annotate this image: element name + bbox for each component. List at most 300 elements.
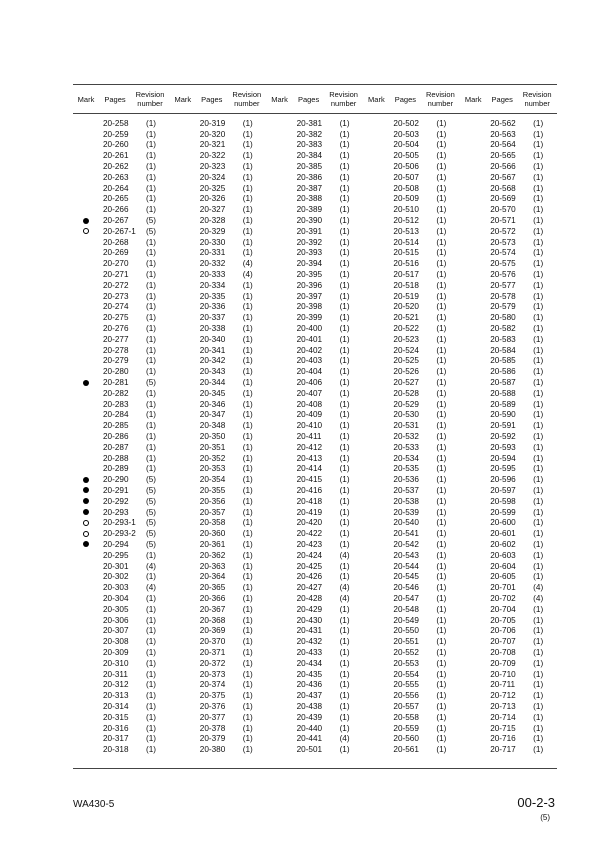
page-cell: 20-369 <box>199 626 226 636</box>
table-row <box>170 356 267 367</box>
page-cell: 20-353 <box>199 464 226 474</box>
table-row <box>267 334 364 345</box>
revision-cell: (1) <box>242 518 253 528</box>
revision-cell: (1) <box>436 572 447 582</box>
table-row <box>267 258 364 269</box>
table-row <box>460 248 557 259</box>
page-cell: 20-418 <box>296 496 323 506</box>
page-cell: 20-279 <box>103 356 129 366</box>
page-cell: 20-549 <box>393 615 419 625</box>
page-cell: 20-289 <box>103 464 129 474</box>
revision-cell: (1) <box>339 464 350 474</box>
revision-cell: (1) <box>242 151 253 161</box>
table-row <box>460 345 557 356</box>
table-row <box>460 323 557 334</box>
revision-cell: (1) <box>339 518 350 528</box>
page-cell: 20-704 <box>490 604 516 614</box>
page-cell: 20-505 <box>393 151 419 161</box>
revision-cell: (1) <box>145 367 156 377</box>
page-cell: 20-712 <box>490 691 516 701</box>
page-cell: 20-437 <box>296 691 323 701</box>
table-row <box>460 701 557 712</box>
table-row <box>170 194 267 205</box>
revision-cell: (1) <box>533 410 544 420</box>
page-cell: 20-554 <box>393 669 419 679</box>
header-pages: Pages <box>201 94 223 104</box>
table-row <box>170 485 267 496</box>
page-cell: 20-324 <box>199 172 226 182</box>
page-cell: 20-416 <box>296 485 323 495</box>
revision-cell: (1) <box>533 464 544 474</box>
table-row <box>73 291 170 302</box>
table-row <box>170 690 267 701</box>
table-row <box>363 258 460 269</box>
page-cell: 20-347 <box>199 410 226 420</box>
revision-cell: (1) <box>145 442 156 452</box>
revision-cell: (1) <box>242 216 253 226</box>
table-row <box>73 723 170 734</box>
page-cell: 20-280 <box>103 367 129 377</box>
page-cell: 20-348 <box>199 421 226 431</box>
table-row <box>267 712 364 723</box>
revision-cell: (5) <box>145 518 156 528</box>
revision-cell: (1) <box>145 691 156 701</box>
page-cell: 20-575 <box>490 259 516 269</box>
page-cell: 20-502 <box>393 118 419 128</box>
page-cell: 20-530 <box>393 410 419 420</box>
revision-cell: (1) <box>339 226 350 236</box>
page-cell: 20-268 <box>103 237 129 247</box>
revision-cell: (4) <box>339 593 350 603</box>
revision-cell: (1) <box>145 432 156 441</box>
table-row <box>267 474 364 485</box>
page-cell: 20-585 <box>490 356 516 366</box>
table-row <box>267 723 364 734</box>
page-cell: 20-410 <box>296 421 323 431</box>
revision-cell: (5) <box>145 529 156 539</box>
header-mark: Mark <box>368 94 385 104</box>
revision-cell: (1) <box>436 712 447 722</box>
header-group <box>170 86 267 112</box>
table-row <box>363 269 460 280</box>
revision-cell: (5) <box>145 378 156 388</box>
table-row <box>460 658 557 669</box>
revision-cell: (1) <box>339 529 350 539</box>
revision-cell: (1) <box>533 485 544 495</box>
table-row <box>363 669 460 680</box>
table-row <box>73 161 170 172</box>
page-cell: 20-379 <box>199 734 226 744</box>
table-row <box>267 647 364 658</box>
table-row <box>73 129 170 140</box>
page-cell: 20-319 <box>199 118 226 128</box>
revision-cell: (1) <box>533 421 544 431</box>
page-cell: 20-322 <box>199 151 226 161</box>
table-row <box>170 118 267 129</box>
table-row <box>73 701 170 712</box>
page-cell: 20-535 <box>393 464 419 474</box>
revision-cell: (1) <box>242 464 253 474</box>
revision-cell: (1) <box>339 151 350 161</box>
mark-cell <box>73 531 99 537</box>
revision-cell: (1) <box>145 259 156 269</box>
page-cell: 20-714 <box>490 712 516 722</box>
revision-cell: (1) <box>242 572 253 582</box>
page-cell: 20-267-1 <box>103 226 136 236</box>
page-cell: 20-343 <box>199 367 226 377</box>
table-row <box>267 204 364 215</box>
revision-cell: (1) <box>145 388 156 398</box>
table-row <box>73 269 170 280</box>
table-row <box>267 183 364 194</box>
page-cell: 20-266 <box>103 205 129 215</box>
revision-cell: (1) <box>145 669 156 679</box>
revision-cell: (1) <box>436 421 447 431</box>
page-cell: 20-291 <box>103 485 129 495</box>
revision-cell: (1) <box>533 647 544 657</box>
table-row <box>170 140 267 151</box>
page-cell: 20-378 <box>199 723 226 733</box>
page-cell: 20-596 <box>490 475 516 485</box>
revision-cell: (1) <box>339 691 350 701</box>
page-cell: 20-528 <box>393 388 419 398</box>
page-cell: 20-411 <box>296 432 322 441</box>
revision-cell: (1) <box>533 529 544 539</box>
page-cell: 20-360 <box>199 529 226 539</box>
revision-cell: (1) <box>533 723 544 733</box>
page-cell: 20-404 <box>296 367 323 377</box>
table-row <box>460 269 557 280</box>
table-row <box>170 431 267 442</box>
page-cell: 20-288 <box>103 453 129 463</box>
table-row <box>267 194 364 205</box>
page-cell: 20-325 <box>199 183 226 193</box>
page-cell: 20-346 <box>199 399 226 409</box>
header-mark: Mark <box>77 94 95 104</box>
revision-cell: (1) <box>339 194 350 204</box>
page-cell: 20-354 <box>199 475 226 485</box>
page-cell: 20-292 <box>103 496 129 506</box>
revision-cell: (1) <box>242 529 253 539</box>
page-cell: 20-274 <box>103 302 129 312</box>
table-row <box>363 215 460 226</box>
revision-cell: (1) <box>436 183 447 193</box>
revision-cell: (1) <box>242 205 253 215</box>
revision-cell: (1) <box>436 172 447 182</box>
page-cell: 20-312 <box>103 680 129 690</box>
page-cell: 20-309 <box>103 647 129 657</box>
page-cell: 20-521 <box>393 313 419 323</box>
page-cell: 20-582 <box>490 324 516 334</box>
header-pages: Pages <box>297 94 320 104</box>
revision-cell: (1) <box>533 140 544 150</box>
revision-cell: (1) <box>436 626 447 636</box>
revision-cell: (1) <box>242 680 253 690</box>
table-row <box>460 550 557 561</box>
revision-cell: (1) <box>533 658 544 668</box>
table-row <box>460 517 557 528</box>
mark-cell <box>73 541 99 547</box>
revision-cell: (1) <box>242 453 253 463</box>
table-row <box>363 377 460 388</box>
page-cell: 20-510 <box>393 205 419 215</box>
revision-cell: (1) <box>242 324 253 334</box>
table-row <box>363 431 460 442</box>
table-row <box>363 593 460 604</box>
page-cell: 20-383 <box>296 140 323 150</box>
filled-circle-icon <box>83 218 89 224</box>
table-row <box>170 388 267 399</box>
revision-cell: (1) <box>339 183 350 193</box>
revision-cell: (1) <box>436 313 447 323</box>
page-cell: 20-396 <box>296 280 323 290</box>
page-cell: 20-414 <box>296 464 323 474</box>
revision-cell: (1) <box>436 745 447 755</box>
page-cell: 20-381 <box>296 118 323 128</box>
table-row <box>267 615 364 626</box>
table-row <box>170 615 267 626</box>
page-cell: 20-304 <box>103 593 129 603</box>
page-cell: 20-604 <box>490 561 516 571</box>
table-row <box>73 550 170 561</box>
revision-cell: (1) <box>339 280 350 290</box>
table-row <box>170 701 267 712</box>
page-cell: 20-710 <box>490 669 516 679</box>
page-cell: 20-294 <box>103 539 129 549</box>
table-row <box>170 517 267 528</box>
page-cell: 20-406 <box>296 378 323 388</box>
revision-cell: (1) <box>533 680 544 690</box>
page-cell: 20-364 <box>199 572 226 582</box>
revision-cell: (1) <box>145 205 156 215</box>
page-cell: 20-350 <box>199 432 226 441</box>
table-row <box>460 593 557 604</box>
table-row <box>460 496 557 507</box>
revision-cell: (1) <box>339 572 350 582</box>
page-cell: 20-355 <box>199 485 226 495</box>
table-row <box>170 604 267 615</box>
table-row <box>267 625 364 636</box>
page-cell: 20-586 <box>490 367 516 377</box>
revision-cell: (1) <box>533 129 544 139</box>
page-cell: 20-363 <box>199 561 226 571</box>
revision-cell: (1) <box>242 734 253 744</box>
table-row <box>170 712 267 723</box>
table-row <box>170 647 267 658</box>
page-cell: 20-430 <box>296 615 323 625</box>
page-cell: 20-433 <box>296 647 323 657</box>
table-row <box>363 744 460 755</box>
revision-cell: (1) <box>339 140 350 150</box>
page-cell: 20-536 <box>393 475 419 485</box>
page-cell: 20-313 <box>103 691 129 701</box>
page-cell: 20-578 <box>490 291 516 301</box>
table-row <box>460 226 557 237</box>
revision-cell: (1) <box>533 475 544 485</box>
table-row <box>460 442 557 453</box>
table-row <box>363 129 460 140</box>
table-row <box>363 280 460 291</box>
revision-cell: (4) <box>242 270 253 280</box>
page-cell: 20-275 <box>103 313 129 323</box>
open-circle-icon <box>83 520 89 526</box>
page-cell: 20-547 <box>393 593 419 603</box>
page-cell: 20-368 <box>199 615 226 625</box>
page-cell: 20-422 <box>296 529 323 539</box>
table-row <box>73 582 170 593</box>
table-row <box>73 615 170 626</box>
revision-cell: (1) <box>436 464 447 474</box>
table-header-row <box>73 86 557 112</box>
table-row <box>460 302 557 313</box>
revision-cell: (1) <box>339 129 350 139</box>
revision-cell: (1) <box>339 291 350 301</box>
revision-cell: (4) <box>145 583 156 593</box>
table-row <box>73 302 170 313</box>
table-row <box>363 410 460 421</box>
table-row <box>267 658 364 669</box>
table-row <box>267 496 364 507</box>
page-cell: 20-329 <box>199 226 226 236</box>
page-cell: 20-258 <box>103 118 129 128</box>
revision-cell: (1) <box>533 194 544 204</box>
page-cell: 20-605 <box>490 572 516 582</box>
page-cell: 20-284 <box>103 410 129 420</box>
revision-cell: (1) <box>242 421 253 431</box>
revision-cell: (1) <box>145 399 156 409</box>
page-cell: 20-330 <box>199 237 226 247</box>
revision-cell: (1) <box>339 658 350 668</box>
page-cell: 20-560 <box>393 734 419 744</box>
table-row <box>267 291 364 302</box>
page-cell: 20-341 <box>199 345 226 355</box>
revision-cell: (1) <box>339 399 350 409</box>
page-cell: 20-365 <box>199 583 226 593</box>
revision-cell: (1) <box>339 539 350 549</box>
page-cell: 20-376 <box>199 701 226 711</box>
revision-cell: (1) <box>533 550 544 560</box>
page-cell: 20-320 <box>199 129 226 139</box>
table-row <box>267 517 364 528</box>
table-row <box>170 258 267 269</box>
revision-cell: (1) <box>436 669 447 679</box>
table-row <box>363 496 460 507</box>
page-cell: 20-428 <box>296 593 323 603</box>
table-row <box>267 118 364 129</box>
revision-cell: (1) <box>436 410 447 420</box>
revision-cell: (1) <box>533 604 544 614</box>
page-cell: 20-326 <box>199 194 226 204</box>
revision-cell: (1) <box>145 302 156 312</box>
page-cell: 20-386 <box>296 172 323 182</box>
table-row <box>170 323 267 334</box>
page-cell: 20-517 <box>393 270 419 280</box>
page-cell: 20-293 <box>103 507 129 517</box>
table-row <box>267 280 364 291</box>
revision-cell: (1) <box>339 172 350 182</box>
page-cell: 20-321 <box>199 140 226 150</box>
table-row <box>460 280 557 291</box>
revision-cell: (1) <box>533 669 544 679</box>
table-row <box>460 690 557 701</box>
table-row <box>170 399 267 410</box>
revision-cell: (1) <box>436 291 447 301</box>
page-cell: 20-557 <box>393 701 419 711</box>
table-row <box>267 464 364 475</box>
revision-cell: (1) <box>339 162 350 172</box>
revision-cell: (1) <box>436 734 447 744</box>
revision-cell: (1) <box>145 237 156 247</box>
table-row <box>460 129 557 140</box>
page-cell: 20-419 <box>296 507 323 517</box>
revision-cell: (1) <box>145 593 156 603</box>
table-row <box>267 507 364 518</box>
revision-cell: (1) <box>533 151 544 161</box>
table-row <box>170 172 267 183</box>
filled-circle-icon <box>83 477 89 483</box>
table-row <box>170 161 267 172</box>
page-cell: 20-282 <box>103 388 129 398</box>
table-row <box>460 604 557 615</box>
page-cell: 20-705 <box>490 615 516 625</box>
header-group <box>460 86 557 112</box>
table-row <box>460 118 557 129</box>
page-cell: 20-573 <box>490 237 516 247</box>
page-cell: 20-332 <box>199 259 226 269</box>
page-cell: 20-591 <box>490 421 516 431</box>
table-row <box>363 226 460 237</box>
revision-cell: (1) <box>533 237 544 247</box>
mark-cell <box>73 477 99 483</box>
page-cell: 20-717 <box>490 745 516 755</box>
table-row <box>170 366 267 377</box>
revision-cell: (1) <box>242 226 253 236</box>
page-cell: 20-540 <box>393 518 419 528</box>
revision-cell: (1) <box>533 453 544 463</box>
page-cell: 20-351 <box>199 442 226 452</box>
table-row <box>267 593 364 604</box>
page-cell: 20-516 <box>393 259 419 269</box>
revision-cell: (1) <box>339 561 350 571</box>
revision-cell: (1) <box>533 637 544 647</box>
header-revision: Revision number <box>426 90 455 108</box>
table-row <box>170 625 267 636</box>
page-cell: 20-392 <box>296 237 323 247</box>
page-cell: 20-385 <box>296 162 323 172</box>
revision-cell: (1) <box>145 572 156 582</box>
page-cell: 20-424 <box>296 550 323 560</box>
table-row <box>460 464 557 475</box>
revision-cell: (1) <box>533 745 544 755</box>
revision-cell: (1) <box>533 162 544 172</box>
page-cell: 20-590 <box>490 410 516 420</box>
page-cell: 20-302 <box>103 572 129 582</box>
revision-cell: (1) <box>242 712 253 722</box>
revision-cell: (1) <box>339 421 350 431</box>
revision-cell: (1) <box>339 237 350 247</box>
revision-cell: (1) <box>436 334 447 344</box>
table-column <box>460 118 557 755</box>
revision-cell: (1) <box>436 280 447 290</box>
table-row <box>73 733 170 744</box>
page-cell: 20-305 <box>103 604 129 614</box>
page-cell: 20-532 <box>393 432 419 441</box>
table-row <box>73 744 170 755</box>
table-row <box>460 410 557 421</box>
table-row <box>73 345 170 356</box>
page-cell: 20-589 <box>490 399 516 409</box>
table-row <box>460 723 557 734</box>
